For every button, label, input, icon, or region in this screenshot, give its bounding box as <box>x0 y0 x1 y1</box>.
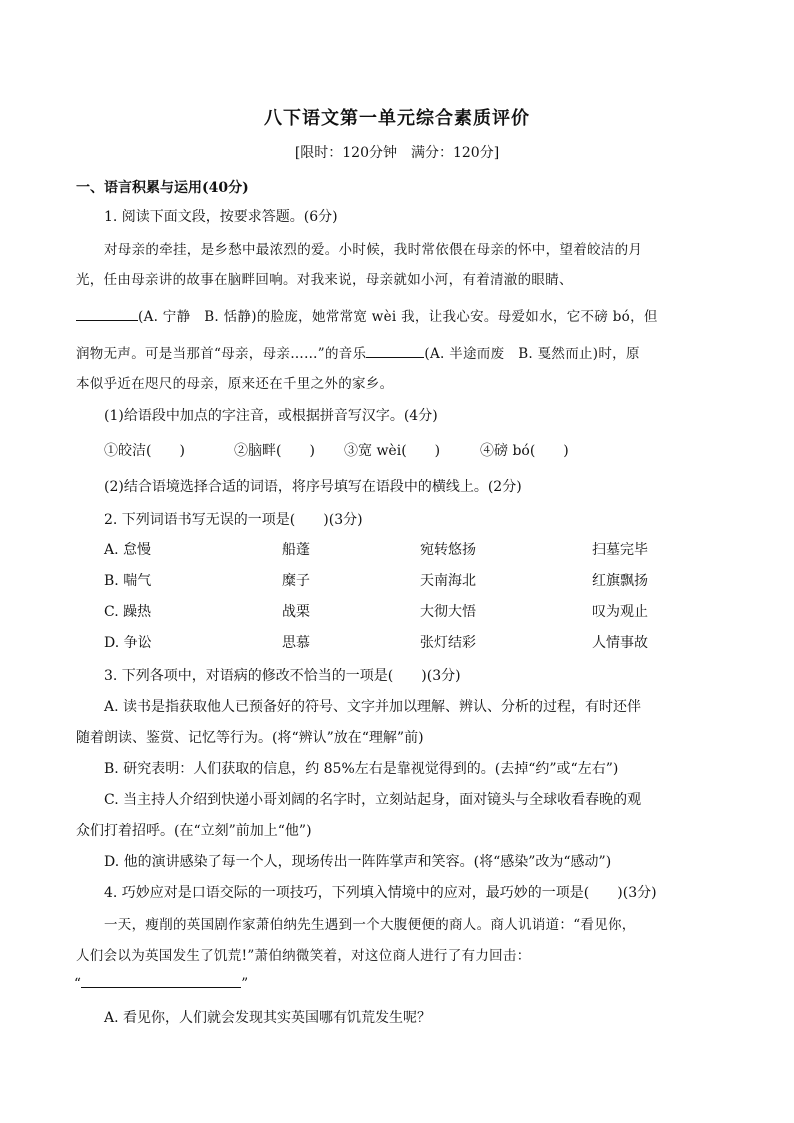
q1-passage-line-4-text-b: (A. 半途而废 B. 戛然而止)时，原 <box>424 346 640 362</box>
q1-sub1-item: ②脑畔( ) <box>234 443 315 459</box>
q2-option-a: A. 怠慢 <box>104 542 152 558</box>
answer-blank[interactable] <box>76 306 138 321</box>
q3-option-c-line-1: C. 当主持人介绍到快递小哥刘阔的名字时，立刻站起身，面对镜头与全球收看春晚的观 <box>104 792 642 808</box>
q2-option-word: 扫墓完毕 <box>592 542 648 558</box>
question-1-stem: 1. 阅读下面文段，按要求答题。(6分) <box>104 209 338 225</box>
q1-passage-line-4 <box>76 342 640 362</box>
q4-passage-line-1: 一天，瘦削的英国剧作家萧伯纳先生遇到一个大腹便便的商人。商人讥诮道：“看见你， <box>104 917 636 933</box>
q3-option-b: B. 研究表明：人们获取的信息，约 85%左右是靠视觉得到的。(去掉“约”或“左右”) <box>104 761 619 777</box>
q1-passage-line-1: 对母亲的牵挂，是乡愁中最浓烈的爱。小时候，我时常依偎在母亲的怀中，望着皎洁的月 <box>104 242 643 258</box>
q2-option-word: 张灯结彩 <box>420 635 476 651</box>
q2-option-word: 叹为观止 <box>592 604 648 620</box>
q4-option-a: A. 看见你，人们就会发现其实英国哪有饥荒发生呢？ <box>104 1010 432 1026</box>
close-quote: ” <box>241 976 249 992</box>
q1-subquestion-1: (1)给语段中加点的字注音，或根据拼音写汉字。(4分) <box>104 408 438 424</box>
q1-passage-line-4-text-a: 润物无声。可是当那首“母亲，母亲……”的音乐 <box>76 346 367 362</box>
q2-option-c: C. 躁热 <box>104 604 152 620</box>
q3-option-a-line-2: 随着朗读、鉴赏、记忆等行为。(将“辨认”放在“理解”前) <box>76 730 424 746</box>
open-quote: “ <box>74 976 82 992</box>
q2-option-word: 大彻大悟 <box>420 604 476 620</box>
answer-blank[interactable] <box>81 973 241 988</box>
question-4-stem: 4. 巧妙应对是口语交际的一项技巧，下列填入情境中的应对，最巧妙的一项是( )(3分) <box>104 885 657 901</box>
q2-option-word: 糜子 <box>282 573 310 589</box>
q3-option-a-line-1: A. 读书是指获取他人已预备好的符号、文字并加以理解、辨认、分析的过程，有时还伴 <box>104 699 642 715</box>
q2-option-word: 战栗 <box>282 604 310 620</box>
q2-option-word: 宛转悠扬 <box>420 542 476 558</box>
q3-option-d: D. 他的演讲感染了每一个人，现场传出一阵阵掌声和笑容。(将“感染”改为“感动”) <box>104 854 612 870</box>
q2-option-word: 思慕 <box>282 635 310 651</box>
q2-option-word: 人情事故 <box>592 635 648 651</box>
q1-passage-line-3-text: (A. 宁静 B. 恬静)的脸庞，她常常宽 wèi 我，让我心安。母爱如水，它不磅 bó，但 <box>138 309 658 325</box>
q4-answer-line <box>74 973 248 992</box>
answer-blank[interactable] <box>366 343 424 358</box>
q3-option-c-line-2: 众们打着招呼。(在“立刻”前加上“他”) <box>76 823 312 839</box>
section-heading: 一、语言积累与运用(40分) <box>76 180 249 196</box>
q1-sub1-item: ③宽 wèi( ) <box>344 443 441 459</box>
q1-subquestion-2: (2)结合语境选择合适的词语，将序号填写在语段中的横线上。(2分) <box>104 479 522 495</box>
page-title: 八下语文第一单元综合素质评价 <box>264 108 530 129</box>
q1-sub1-item: ①皎洁( ) <box>104 443 185 459</box>
question-2-stem: 2. 下列词语书写无误的一项是( )(3分) <box>104 512 363 528</box>
q1-passage-line-5: 本似乎近在咫尺的母亲，原来还在千里之外的家乡。 <box>76 376 394 392</box>
question-3-stem: 3. 下列各项中，对语病的修改不恰当的一项是( )(3分) <box>104 668 461 684</box>
q2-option-word: 船蓬 <box>282 542 310 558</box>
q4-passage-line-2: 人们会以为英国发生了饥荒!”萧伯纳微笑着，对这位商人进行了有力回击： <box>76 948 531 964</box>
q1-sub1-item: ④磅 bó( ) <box>480 443 569 459</box>
q2-option-b: B. 喘气 <box>104 573 152 589</box>
q1-passage-line-3 <box>76 305 658 325</box>
q2-option-d: D. 争讼 <box>104 635 152 651</box>
q2-option-word: 红旗飘扬 <box>592 573 648 589</box>
time-limit-note: [限时：120分钟 满分：120分] <box>294 145 500 161</box>
q1-passage-line-2: 光，任由母亲讲的故事在脑畔回响。对我来说，母亲就如小河，有着清澈的眼睛、 <box>76 272 573 288</box>
q2-option-word: 天南海北 <box>420 573 476 589</box>
